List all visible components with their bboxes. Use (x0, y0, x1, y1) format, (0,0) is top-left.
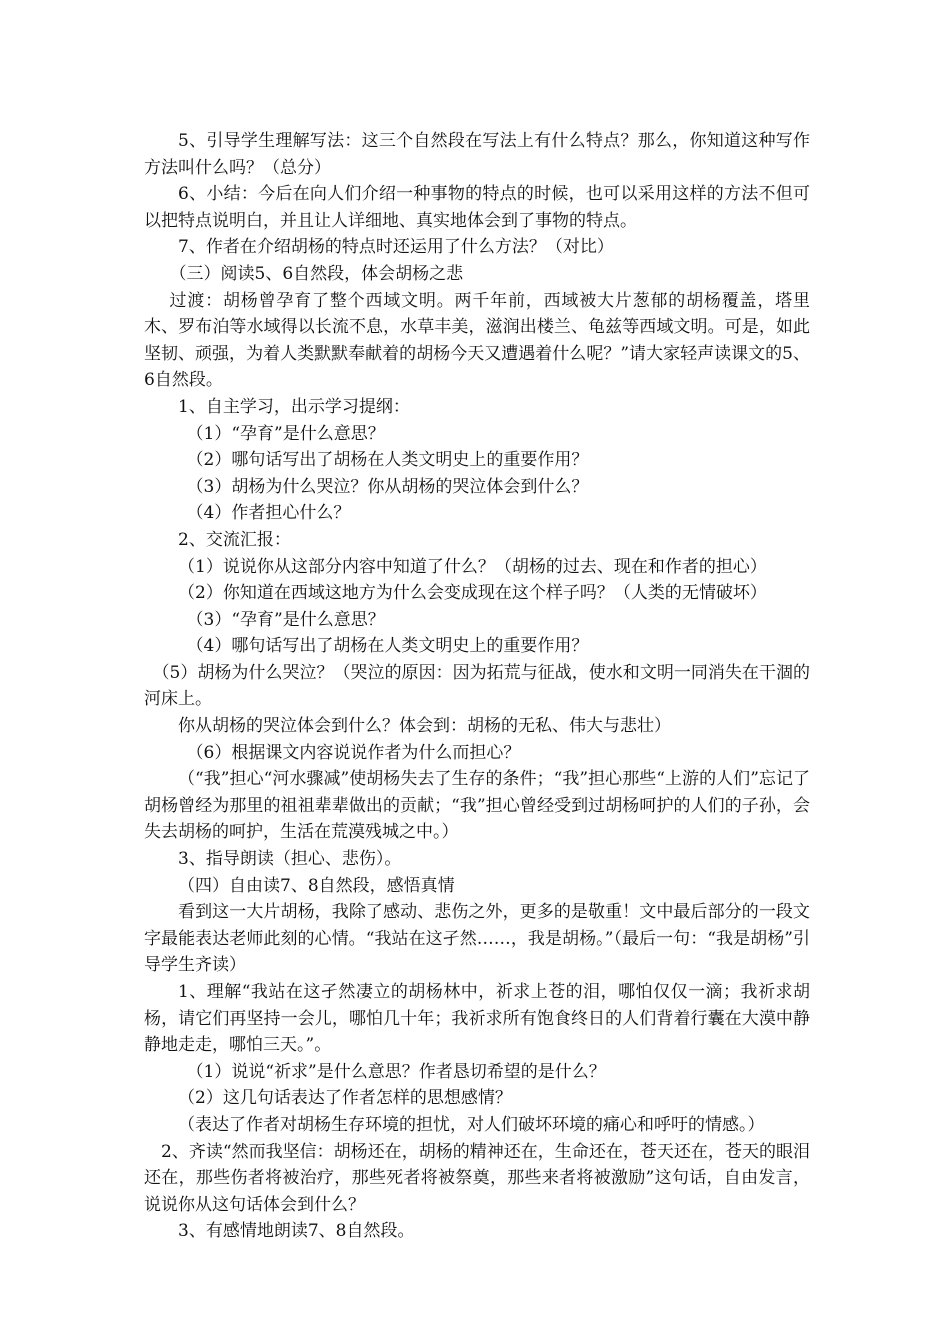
paragraph: 你从胡杨的哭泣体会到什么？体会到：胡杨的无私、伟大与悲壮） (178, 716, 671, 737)
paragraph: （2）这几句话表达了作者怎样的思想感情？ (178, 1088, 512, 1109)
paragraph: 3、有感情地朗读7、8自然段。 (178, 1221, 415, 1242)
paragraph: （2）哪句话写出了胡杨在人类文明史上的重要作用？ (186, 450, 589, 471)
paragraph: （“我”担心“河水骤减”使胡杨失去了生存的条件；“我”担心那些“上游的人们”忘记了胡杨曾经为那里的祖祖辈辈做出的贡献；“我”担心曾经受到过胡杨呵护的人们的子孙，会失去胡杨的呵护，生活在荒漠残城之中。） (144, 769, 810, 843)
paragraph: 7、作者在介绍胡杨的特点时还运用了什么方法？（对比） (178, 237, 614, 258)
paragraph: 5、引导学生理解写法：这三个自然段在写法上有什么特点？那么，你知道这种写作方法叫什么吗？（总分） (144, 131, 810, 178)
paragraph: 2、齐读“然而我坚信：胡杨还在，胡杨的精神还在，生命还在，苍天还在，苍天的眼泪还在，那些伤者将被治疗，那些死者将被祭奠，那些来者将被激励”这句话，自由发言，说说你从这句话体会到什么？ (144, 1141, 810, 1215)
paragraph: （2）你知道在西域这地方为什么会变成现在这个样子吗？（人类的无情破坏） (178, 583, 767, 604)
paragraph: 看到这一大片胡杨，我除了感动、悲伤之外，更多的是敬重！文中最后部分的一段文字最能表达老师此刻的心情。“我站在这孑然……，我是胡杨。”（最后一句：“我是胡杨”引导学生齐读） (144, 902, 810, 976)
paragraph: 6、小结：今后在向人们介绍一种事物的特点的时候，也可以采用这样的方法不但可以把特点说明白，并且让人详细地、真实地体会到了事物的特点。 (144, 184, 810, 231)
paragraph: （1）说说你从这部分内容中知道了什么？（胡杨的过去、现在和作者的担心） (178, 556, 767, 577)
paragraph: （表达了作者对胡杨生存环境的担忧，对人们破坏环境的痛心和呼吁的情感。） (178, 1114, 765, 1135)
paragraph: 1、自主学习，出示学习提纲： (178, 396, 410, 417)
paragraph: （3）“孕育”是什么意思？ (186, 609, 385, 630)
paragraph: 1、理解“我站在这孑然凄立的胡杨林中，祈求上苍的泪，哪怕仅仅一滴；我祈求胡杨，请它们再坚持一会儿，哪怕几十年；我祈求所有饱食终日的人们背着行囊在大漠中静静地走走，哪怕三天。”。 (144, 982, 810, 1056)
paragraph: 3、指导朗读（担心、悲伤）。 (178, 849, 402, 870)
paragraph: （6）根据课文内容说说作者为什么而担心？ (186, 742, 521, 763)
paragraph: （4）作者担心什么？ (186, 503, 351, 524)
paragraph: （4）哪句话写出了胡杨在人类文明史上的重要作用？ (186, 636, 589, 657)
paragraph: （四）自由读7、8自然段，感悟真情 (178, 875, 455, 896)
paragraph: （5）胡杨为什么哭泣？（哭泣的原因：因为拓荒与征战，使水和文明一同消失在干涸的河床上。 (144, 662, 810, 710)
paragraph: 2、交流汇报： (178, 529, 291, 550)
paragraph: （1）说说“祈求”是什么意思？作者恳切希望的是什么？ (186, 1061, 606, 1082)
paragraph: （三）阅读5、6自然段，体会胡杨之悲 (169, 263, 464, 284)
paragraph: （3）胡杨为什么哭泣？你从胡杨的哭泣体会到什么？ (186, 476, 589, 497)
paragraph: （1）“孕育”是什么意思？ (186, 423, 385, 444)
paragraph: 过渡：胡杨曾孕育了整个西域文明。两千年前，西域被大片葱郁的胡杨覆盖，塔里木、罗布泊等水域得以长流不息，水草丰美，滋润出楼兰、龟兹等西域文明。可是，如此坚韧、顽强，为着人类默默奉献着的胡杨今天又遭遇着什么呢？”请大家轻声读课文的5、6自然段。 (144, 290, 810, 391)
document-page (144, 128, 810, 1245)
